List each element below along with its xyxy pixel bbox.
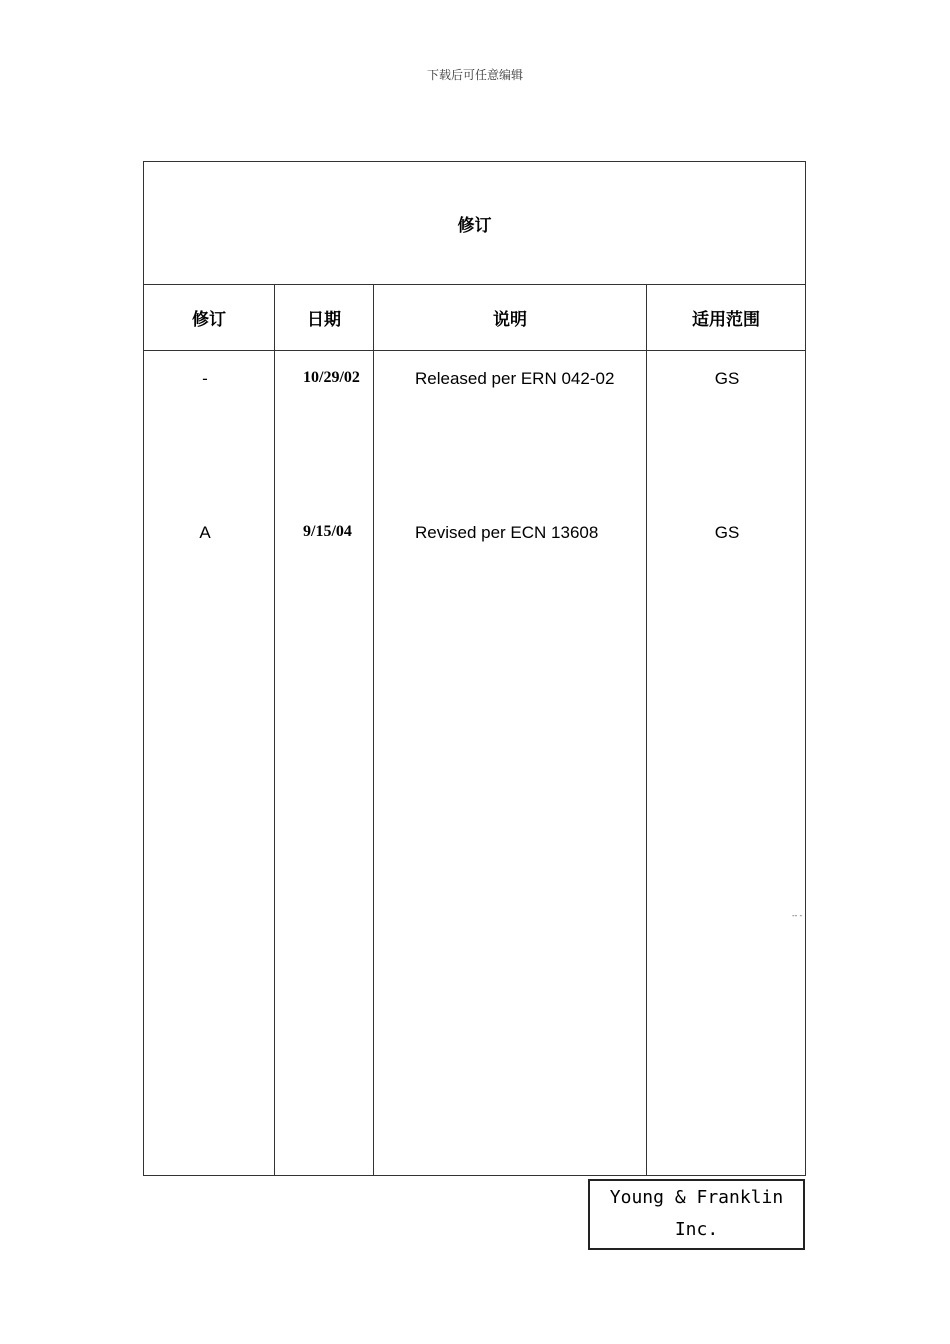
column-header-date: 日期 [275, 285, 374, 351]
revision-table [143, 161, 806, 1176]
description-value: Released per ERN 042-02 [415, 369, 615, 388]
revision-value: A [199, 523, 211, 542]
table-title-row [144, 162, 806, 285]
page-header-note: 下载后可任意编辑 [426, 68, 523, 82]
company-name-line1: Young & Franklin [609, 1187, 784, 1208]
scope-column [647, 351, 806, 1176]
revision-column [144, 351, 275, 1176]
date-column [275, 351, 374, 1176]
description-column [374, 351, 647, 1176]
edge-mark: -- - [792, 911, 803, 920]
column-header-description: 说明 [374, 285, 647, 351]
column-header-revision: 修订 [144, 285, 275, 351]
scope-value: GS [714, 523, 740, 542]
table-title: 修订 [144, 162, 806, 285]
company-name-line2: Inc. [674, 1219, 719, 1240]
column-header-scope: 适用范围 [647, 285, 806, 351]
table-header-row [144, 285, 806, 351]
date-value: 9/15/04 [303, 523, 352, 540]
description-value: Revised per ECN 13608 [415, 523, 599, 542]
company-name-box [588, 1179, 805, 1250]
date-value: 10/29/02 [303, 369, 360, 386]
revision-value: - [202, 369, 208, 388]
scope-value: GS [714, 369, 740, 388]
table-body-row [144, 351, 806, 1176]
